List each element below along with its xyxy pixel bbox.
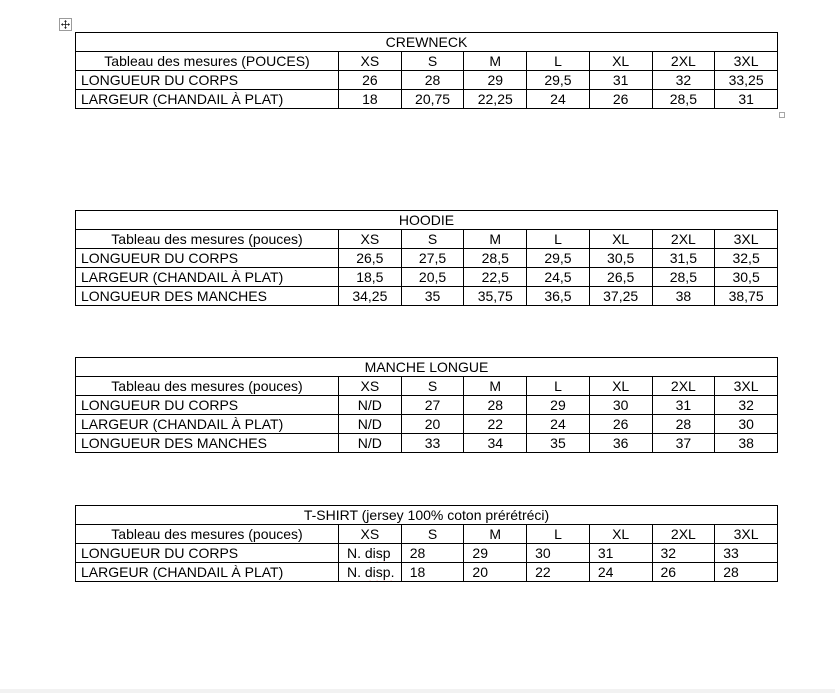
- size-header-cell[interactable]: 3XL: [715, 230, 778, 249]
- size-header-cell[interactable]: 2XL: [652, 230, 715, 249]
- value-cell[interactable]: 31: [715, 90, 778, 109]
- measure-header-cell[interactable]: Tableau des mesures (pouces): [76, 230, 339, 249]
- table-row: [76, 71, 778, 90]
- table-header-row: [76, 525, 778, 544]
- value-cell[interactable]: 30,5: [715, 268, 778, 287]
- size-header-cell[interactable]: 2XL: [652, 525, 715, 544]
- value-cell[interactable]: 31: [589, 71, 652, 90]
- size-header-cell[interactable]: L: [527, 230, 590, 249]
- row-label-cell[interactable]: LARGEUR (CHANDAIL À PLAT): [76, 563, 339, 582]
- value-cell[interactable]: 31,5: [652, 249, 715, 268]
- value-cell[interactable]: 33: [401, 434, 464, 453]
- value-cell[interactable]: 20,75: [401, 90, 464, 109]
- value-cell[interactable]: 28: [652, 415, 715, 434]
- value-cell[interactable]: 22,25: [464, 90, 527, 109]
- value-cell[interactable]: 26: [589, 415, 652, 434]
- row-label-cell[interactable]: LONGUEUR DU CORPS: [76, 71, 339, 90]
- table-title-cell[interactable]: HOODIE: [76, 211, 778, 230]
- value-cell[interactable]: N/D: [339, 396, 402, 415]
- size-header-cell[interactable]: L: [527, 377, 590, 396]
- value-cell[interactable]: N/D: [339, 434, 402, 453]
- value-cell[interactable]: 36: [589, 434, 652, 453]
- table-row: [76, 415, 778, 434]
- value-cell[interactable]: 29,5: [527, 249, 590, 268]
- value-cell[interactable]: 28: [401, 71, 464, 90]
- size-header-cell[interactable]: XL: [589, 230, 652, 249]
- size-table: [75, 357, 778, 453]
- value-cell[interactable]: 26: [652, 563, 715, 582]
- size-header-cell[interactable]: S: [401, 230, 464, 249]
- value-cell[interactable]: 36,5: [527, 287, 590, 306]
- value-cell[interactable]: [339, 544, 402, 563]
- table-row: [76, 90, 778, 109]
- value-cell[interactable]: 30: [715, 415, 778, 434]
- size-header-cell[interactable]: S: [401, 525, 464, 544]
- value-cell[interactable]: 28: [464, 396, 527, 415]
- table-row: [76, 268, 778, 287]
- measure-header-cell[interactable]: Tableau des mesures (pouces): [76, 377, 339, 396]
- value-cell[interactable]: 35,75: [464, 287, 527, 306]
- value-cell[interactable]: 28,5: [652, 268, 715, 287]
- value-text: N.: [347, 564, 365, 580]
- table-header-row: [76, 377, 778, 396]
- table-row: [76, 287, 778, 306]
- table-move-icon: [61, 20, 70, 29]
- value-cell[interactable]: 28,5: [464, 249, 527, 268]
- value-cell[interactable]: 18,5: [339, 268, 402, 287]
- size-table: [75, 505, 778, 582]
- measure-header-cell[interactable]: Tableau des mesures (pouces): [76, 525, 339, 544]
- value-cell[interactable]: 37: [652, 434, 715, 453]
- table-title-row: [76, 33, 778, 52]
- size-table: [75, 32, 778, 109]
- size-header-cell[interactable]: XS: [339, 52, 402, 71]
- row-label-cell[interactable]: LONGUEUR DU CORPS: [76, 544, 339, 563]
- value-cell[interactable]: 18: [339, 90, 402, 109]
- table-title-cell[interactable]: T-SHIRT (jersey 100% coton prérétréci): [76, 506, 778, 525]
- table-title-row: [76, 358, 778, 377]
- value-cell[interactable]: 34,25: [339, 287, 402, 306]
- table-header-row: [76, 52, 778, 71]
- value-cell[interactable]: 30: [527, 544, 590, 563]
- value-cell[interactable]: 24: [527, 90, 590, 109]
- value-text: N.: [347, 545, 365, 561]
- row-label-cell[interactable]: LARGEUR (CHANDAIL À PLAT): [76, 415, 339, 434]
- value-cell[interactable]: 29: [464, 544, 527, 563]
- size-header-cell[interactable]: XS: [339, 377, 402, 396]
- value-cell[interactable]: 37,25: [589, 287, 652, 306]
- value-cell[interactable]: 29: [527, 396, 590, 415]
- size-header-cell[interactable]: S: [401, 52, 464, 71]
- size-header-cell[interactable]: XS: [339, 230, 402, 249]
- value-cell[interactable]: 26,5: [589, 268, 652, 287]
- value-cell[interactable]: N/D: [339, 415, 402, 434]
- size-header-cell[interactable]: 2XL: [652, 52, 715, 71]
- value-cell[interactable]: 29: [464, 71, 527, 90]
- value-cell[interactable]: 38: [652, 287, 715, 306]
- row-label-cell[interactable]: LONGUEUR DES MANCHES: [76, 434, 339, 453]
- value-cell[interactable]: 20: [401, 415, 464, 434]
- value-cell[interactable]: 24: [589, 563, 652, 582]
- size-header-cell[interactable]: XL: [589, 377, 652, 396]
- value-cell[interactable]: 22: [464, 415, 527, 434]
- row-label-cell[interactable]: LARGEUR (CHANDAIL À PLAT): [76, 90, 339, 109]
- misspelled-word: disp.: [364, 564, 395, 580]
- row-label-cell[interactable]: LONGUEUR DES MANCHES: [76, 287, 339, 306]
- size-header-cell[interactable]: M: [464, 52, 527, 71]
- size-header-cell[interactable]: S: [401, 377, 464, 396]
- size-table: [75, 210, 778, 306]
- table-title-cell[interactable]: CREWNECK: [76, 33, 778, 52]
- value-cell[interactable]: [339, 563, 402, 582]
- value-cell[interactable]: 27: [401, 396, 464, 415]
- row-label-cell[interactable]: LONGUEUR DU CORPS: [76, 396, 339, 415]
- value-cell[interactable]: 32: [652, 544, 715, 563]
- value-cell[interactable]: 35: [401, 287, 464, 306]
- table-title-row: [76, 211, 778, 230]
- size-header-cell[interactable]: M: [464, 230, 527, 249]
- size-header-cell[interactable]: L: [527, 52, 590, 71]
- measure-header-cell[interactable]: Tableau des mesures (POUCES): [76, 52, 339, 71]
- value-cell[interactable]: 22: [527, 563, 590, 582]
- value-cell[interactable]: 24: [527, 415, 590, 434]
- value-cell[interactable]: 29,5: [527, 71, 590, 90]
- value-cell[interactable]: 20: [464, 563, 527, 582]
- table-row: [76, 249, 778, 268]
- value-cell[interactable]: 20,5: [401, 268, 464, 287]
- table-move-handle[interactable]: [59, 18, 72, 31]
- value-cell[interactable]: 26: [589, 90, 652, 109]
- table-row: [76, 563, 778, 582]
- size-header-cell[interactable]: 2XL: [652, 377, 715, 396]
- table-title-cell[interactable]: MANCHE LONGUE: [76, 358, 778, 377]
- table-header-row: [76, 230, 778, 249]
- table-row: [76, 544, 778, 563]
- value-cell[interactable]: 28: [715, 563, 778, 582]
- value-cell[interactable]: 26: [339, 71, 402, 90]
- size-header-cell[interactable]: XL: [589, 52, 652, 71]
- size-header-cell[interactable]: 3XL: [715, 377, 778, 396]
- row-label-cell[interactable]: LARGEUR (CHANDAIL À PLAT): [76, 268, 339, 287]
- value-cell[interactable]: 38,75: [715, 287, 778, 306]
- size-header-cell[interactable]: XS: [339, 525, 402, 544]
- value-cell[interactable]: 28,5: [652, 90, 715, 109]
- size-header-cell[interactable]: 3XL: [715, 525, 778, 544]
- size-header-cell[interactable]: M: [464, 525, 527, 544]
- value-cell[interactable]: 33,25: [715, 71, 778, 90]
- misspelled-word: disp: [364, 545, 391, 561]
- size-header-cell[interactable]: M: [464, 377, 527, 396]
- value-cell[interactable]: 26,5: [339, 249, 402, 268]
- table-row: [76, 396, 778, 415]
- value-cell[interactable]: 34: [464, 434, 527, 453]
- value-cell[interactable]: 32: [715, 396, 778, 415]
- table-title-row: [76, 506, 778, 525]
- value-cell[interactable]: 24,5: [527, 268, 590, 287]
- value-cell[interactable]: 33: [715, 544, 778, 563]
- value-cell[interactable]: 35: [527, 434, 590, 453]
- value-cell[interactable]: 22,5: [464, 268, 527, 287]
- table-resize-handle[interactable]: [779, 112, 785, 118]
- value-cell[interactable]: 38: [715, 434, 778, 453]
- size-header-cell[interactable]: L: [527, 525, 590, 544]
- value-cell[interactable]: 30,5: [589, 249, 652, 268]
- value-cell[interactable]: 18: [401, 563, 464, 582]
- value-cell[interactable]: 32: [652, 71, 715, 90]
- size-header-cell[interactable]: 3XL: [715, 52, 778, 71]
- value-cell[interactable]: 30: [589, 396, 652, 415]
- window-bottom-edge: [0, 689, 835, 693]
- value-cell[interactable]: 32,5: [715, 249, 778, 268]
- value-cell[interactable]: 31: [652, 396, 715, 415]
- table-row: [76, 434, 778, 453]
- row-label-cell[interactable]: LONGUEUR DU CORPS: [76, 249, 339, 268]
- size-header-cell[interactable]: XL: [589, 525, 652, 544]
- value-cell[interactable]: 31: [589, 544, 652, 563]
- value-cell[interactable]: 28: [401, 544, 464, 563]
- value-cell[interactable]: 27,5: [401, 249, 464, 268]
